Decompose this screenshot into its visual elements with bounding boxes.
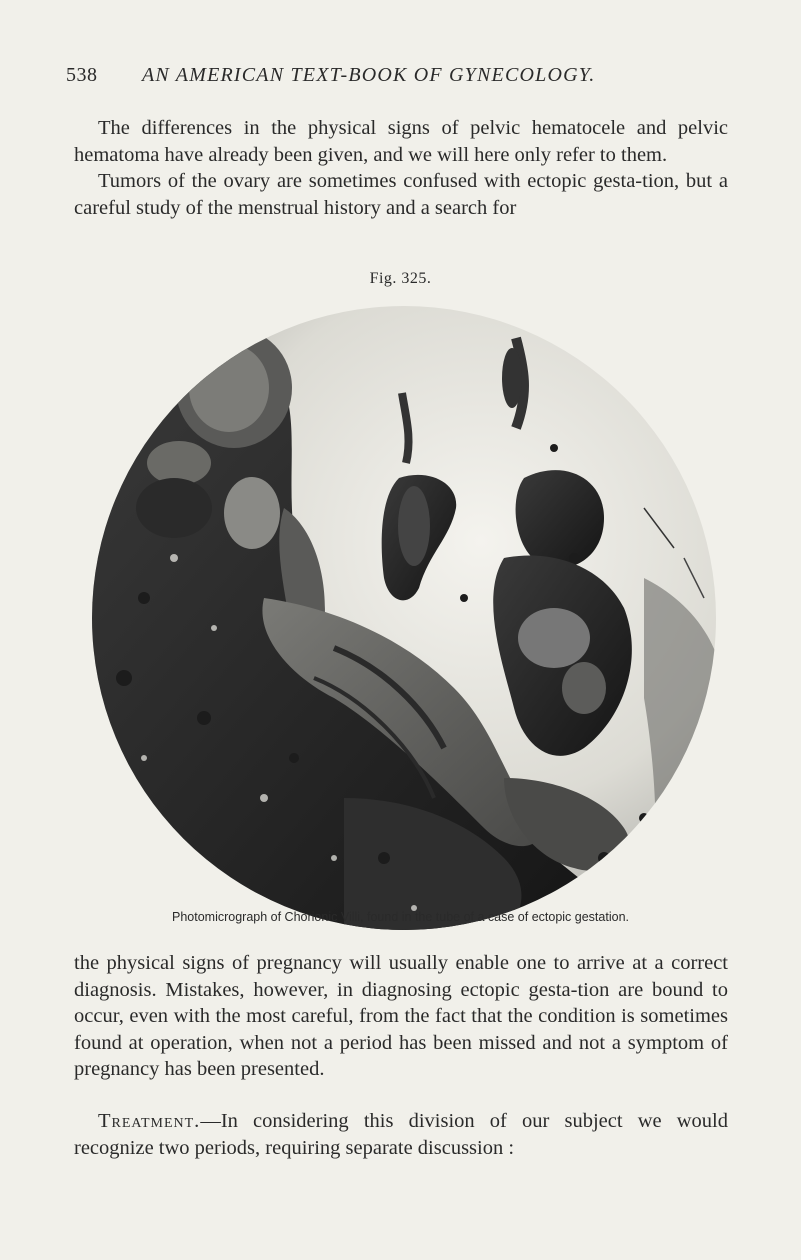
figure-label: Fig. 325. (369, 270, 432, 287)
page-number: 538 (66, 64, 98, 86)
figure-caption: Photomicrograph of Chorionic Villi, found in the tube of a case of ectopic gestation. (172, 910, 629, 924)
treatment-text: —In considering this division of our subject we would recognize two periods, requiring separate discussion : (74, 1110, 728, 1159)
paragraph-ovary-tumors: Tumors of the ovary are sometimes confused with ectopic gesta-tion, but a careful study of the menstrual history and a search for (74, 170, 728, 219)
photomicrograph-figure (84, 298, 724, 938)
paragraph-hematocele: The differences in the physical signs of pelvic hematocele and pelvic hematoma have already been given, and we will here only refer to them. (74, 117, 728, 166)
running-title: AN AMERICAN TEXT-BOOK OF GYNECOLOGY. (142, 64, 596, 86)
treatment-heading: Treatment. (98, 1110, 201, 1132)
paragraph-physical-signs: the physical signs of pregnancy will usually enable one to arrive at a correct diagnosis. Mistakes, however, in diagnosing ectopic gesta-tion are bound to occur, even with the most careful, from the fact that the condition is sometimes found at operation, when not a period has been missed and not a symptom of pregnancy has been presented. (74, 952, 728, 1081)
paragraph-treatment (74, 1108, 728, 1161)
